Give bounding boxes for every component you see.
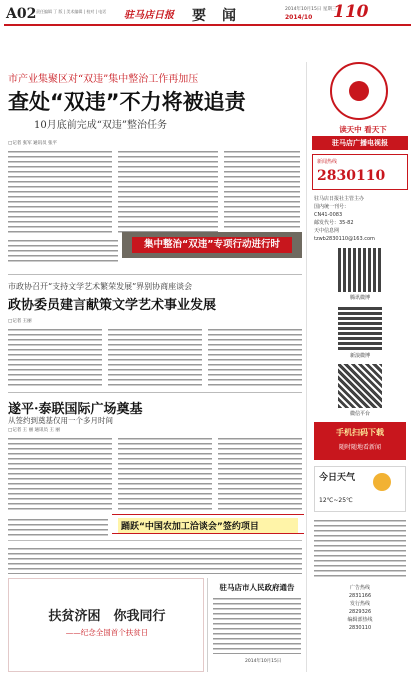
notice-title: 驻马店市人民政府通告: [219, 583, 295, 592]
hotline-label: 新闻热线: [317, 159, 338, 165]
qr-code-icon[interactable]: [338, 306, 382, 350]
promo-main: 手机扫码下载: [336, 428, 384, 437]
notice-date: 2014年10月15日: [245, 659, 282, 664]
article3-body-col3: [218, 436, 302, 512]
footer-body-text: [8, 546, 302, 574]
header-rule: [4, 24, 411, 26]
bottom-banner-frame: [112, 514, 304, 534]
info-line: 国内统一刊号：: [314, 204, 350, 210]
article3-body-col2: [118, 436, 212, 512]
article2-kicker: 市政协召开“支持文学艺术繁荣发展”界别协商座谈会: [8, 282, 193, 291]
article1-byline: □记者 张军 通讯员 张平: [8, 141, 58, 146]
article3-headline: 遂平·泰联国际广场奠基: [8, 402, 143, 417]
article2-body-col1: [8, 327, 102, 389]
info-line: CN41-0083: [314, 212, 343, 218]
info-line: 驻马店日报社主管主办: [314, 196, 365, 202]
issue-big-number: 110: [333, 2, 369, 22]
divider-3: [8, 540, 302, 541]
divider-2: [8, 392, 302, 393]
info-line: 天中信息网: [314, 228, 340, 234]
article1-kicker: 市产业集聚区对“双违”集中整治工作再加压: [8, 74, 199, 85]
footer-left-headline: 扶贫济困 你我同行: [48, 609, 166, 624]
article2-body-col3: [208, 327, 302, 389]
issue-number: 2014/10: [285, 14, 313, 21]
notice-body: [213, 596, 301, 654]
article3-byline: □记者 王 丽 通讯员 王 丽: [8, 428, 60, 433]
footer-col-rule: [207, 578, 208, 672]
qr-label: 微信平台: [349, 411, 370, 417]
footer-left-subline: ——纪念全国首个扶贫日: [65, 628, 149, 637]
article2-body-col2: [108, 327, 202, 389]
ads-line: 广告热线: [349, 585, 370, 591]
article2-headline: 政协委员建言献策文学艺术事业发展: [8, 298, 217, 313]
weather-title: 今日天气: [319, 473, 356, 483]
article1-body-col2: [118, 149, 218, 235]
article1-photo: [122, 232, 302, 258]
info-email: tzwb2830110@163.com: [314, 236, 375, 242]
article2-byline: □记者 王丽: [8, 319, 32, 324]
article1-body-col3: [224, 149, 300, 229]
weather-box: [314, 466, 406, 512]
sidebar: [310, 62, 410, 674]
info-line: 邮发代号：35-82: [314, 220, 354, 226]
ads-line: 2829326: [348, 609, 372, 615]
article1-subhead: 10月底前完成“双违”整治任务: [34, 120, 167, 131]
qr-label: 腾讯微博: [349, 295, 370, 301]
header-small-info: 责任编辑 丁 版 | 美术编辑 | 校对 | 电话: [36, 9, 107, 14]
page-header: [0, 0, 415, 62]
hotline-box: [312, 154, 408, 190]
issue-date: 2014年10月15日 星期三: [285, 7, 337, 12]
weather-temp: 12℃~25℃: [319, 497, 353, 504]
divider-1: [8, 274, 302, 275]
sidebar-slogan: 读天中 看天下: [339, 125, 387, 134]
photo-banner: 集中整治“双违”专项行动进行时: [132, 237, 292, 253]
article1-body-col1: [8, 149, 112, 235]
promo-box: [314, 422, 406, 460]
article3-body-tail: [8, 517, 108, 539]
ads-line: 编辑部热线: [347, 617, 373, 623]
ads-info: [314, 584, 406, 632]
page-code: A02: [6, 6, 37, 22]
article3-subhead: 从签约到奠基仅用一个多月时间: [8, 416, 113, 425]
article3-body-col1: [8, 436, 112, 512]
newspaper-name: 驻马店日报: [124, 10, 174, 21]
sun-icon: [373, 473, 391, 491]
qr-label: 新浪微博: [349, 353, 370, 359]
bottom-banner: 踊跃“中国农加工洽谈会”签约项目: [118, 518, 298, 533]
qr-code-icon[interactable]: [338, 364, 382, 408]
ads-line: 2830110: [348, 625, 372, 631]
logo-icon: [349, 81, 369, 101]
qr-code-icon[interactable]: [338, 248, 382, 292]
footer-left-ad: [8, 578, 204, 672]
sidebar-rule: [306, 62, 307, 672]
ads-line: 2831166: [348, 593, 372, 599]
promo-sub: 随时随地看新闻: [338, 444, 381, 451]
ads-line: 发行热线: [349, 601, 370, 607]
section-name: 要 闻: [192, 8, 237, 24]
sidebar-info: [314, 195, 408, 243]
logo-circle: [330, 62, 388, 120]
footer-right-notice: [211, 578, 303, 672]
article1-body-col1b: [8, 238, 118, 264]
sidebar-red-banner: 驻马店广播电视报: [312, 136, 408, 150]
hotline-number: 2830110: [317, 168, 386, 184]
article1-headline: 查处“双违”不力将被追责: [8, 90, 246, 114]
sidebar-text: [314, 518, 406, 578]
